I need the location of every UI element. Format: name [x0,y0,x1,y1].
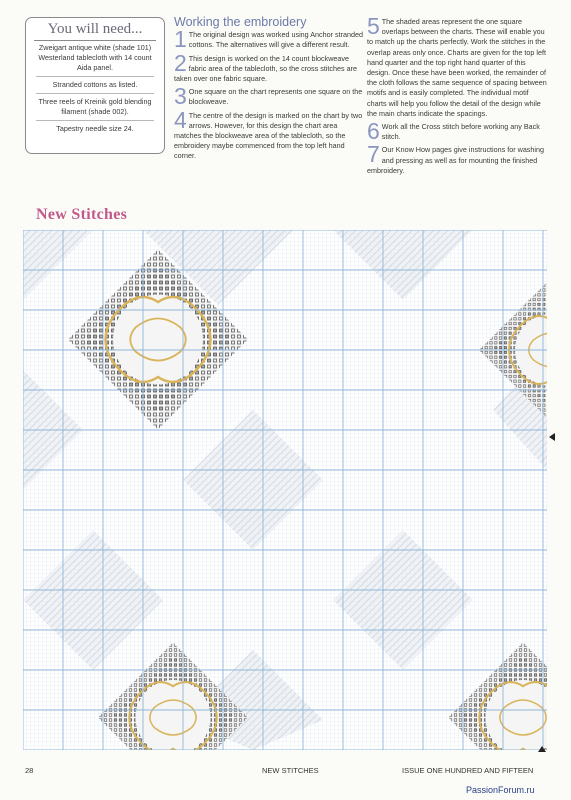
step-number: 2 [174,49,187,76]
step-3 [174,83,364,110]
step-4 [174,106,364,162]
step-number: 1 [174,26,187,53]
centre-marker-arrow [538,746,546,752]
footer-magazine-name: NEW STITCHES [262,766,319,775]
materials-box [25,17,165,154]
step-number: 6 [367,118,380,145]
step-number: 7 [367,141,380,168]
step-text: One square on the chart represents one square on the blockweave. [188,87,363,107]
watermark: PassionForum.ru [466,785,535,795]
step-2 [174,49,364,85]
step-1 [174,26,364,53]
materials-item: Tapestry needle size 24. [56,124,134,133]
step-text: The centre of the design is marked on the chart by two arrows. However, for this design the chart area matches the blockweave area of the tablecloth, so the embroidery maybe commenced from the top left hand corner. [174,110,363,161]
step-7 [367,141,547,176]
instructions-column-2 [367,13,547,179]
article-heading: Working the embroidery [174,15,307,29]
step-text: The shaded areas represent the one square overlaps between the charts. These will enable you to match up the charts perfectly. Work the stitches in the overlap areas only once. Charts are given for the top left hand quarter and the top right hand quarter of this design. Once these have been worked, the remainder of the cloth follows the same sequence of spacing between motifs and is easily completed. The individual motif charts will help you follow the detail of the design while the main charts indicate the spacings. [367,17,547,118]
step-text: The original design was worked using Anchor stranded cottons. The alternatives will give a different result. [188,30,363,50]
step-number: 3 [174,83,187,110]
instructions-column-1 [174,17,364,165]
divider [36,120,154,121]
divider [36,93,154,94]
page-number: 28 [25,766,34,775]
step-text: Our Know How pages give instructions for washing and pressing as well as for mounting the finished embroidery. [367,145,544,175]
step-text: Work all the Cross stitch before working any Back stitch. [381,122,540,142]
divider [34,40,156,41]
materials-item: Three reels of Kreinik gold blending filament (shade 002). [38,97,152,116]
step-number: 4 [174,106,187,133]
step-5 [367,13,547,119]
divider [36,76,154,77]
magazine-logo: New Stitches [36,206,128,223]
cross-stitch-chart [23,230,547,750]
materials-title: You will need... [47,21,143,37]
step-6 [367,118,547,145]
footer-issue: ISSUE ONE HUNDRED AND FIFTEEN [402,766,534,775]
materials-item: Stranded cottons as listed. [52,80,138,89]
step-text: This design is worked on the 14 count blockweave fabric area of the tablecloth, so the cross stitches are taken over one fabric square. [174,53,357,84]
step-number: 5 [367,13,380,39]
materials-item: Zweigart antique white (shade 101) Westerland tablecloth with 14 count Aida panel. [38,43,152,72]
centre-marker-arrow [549,433,555,441]
